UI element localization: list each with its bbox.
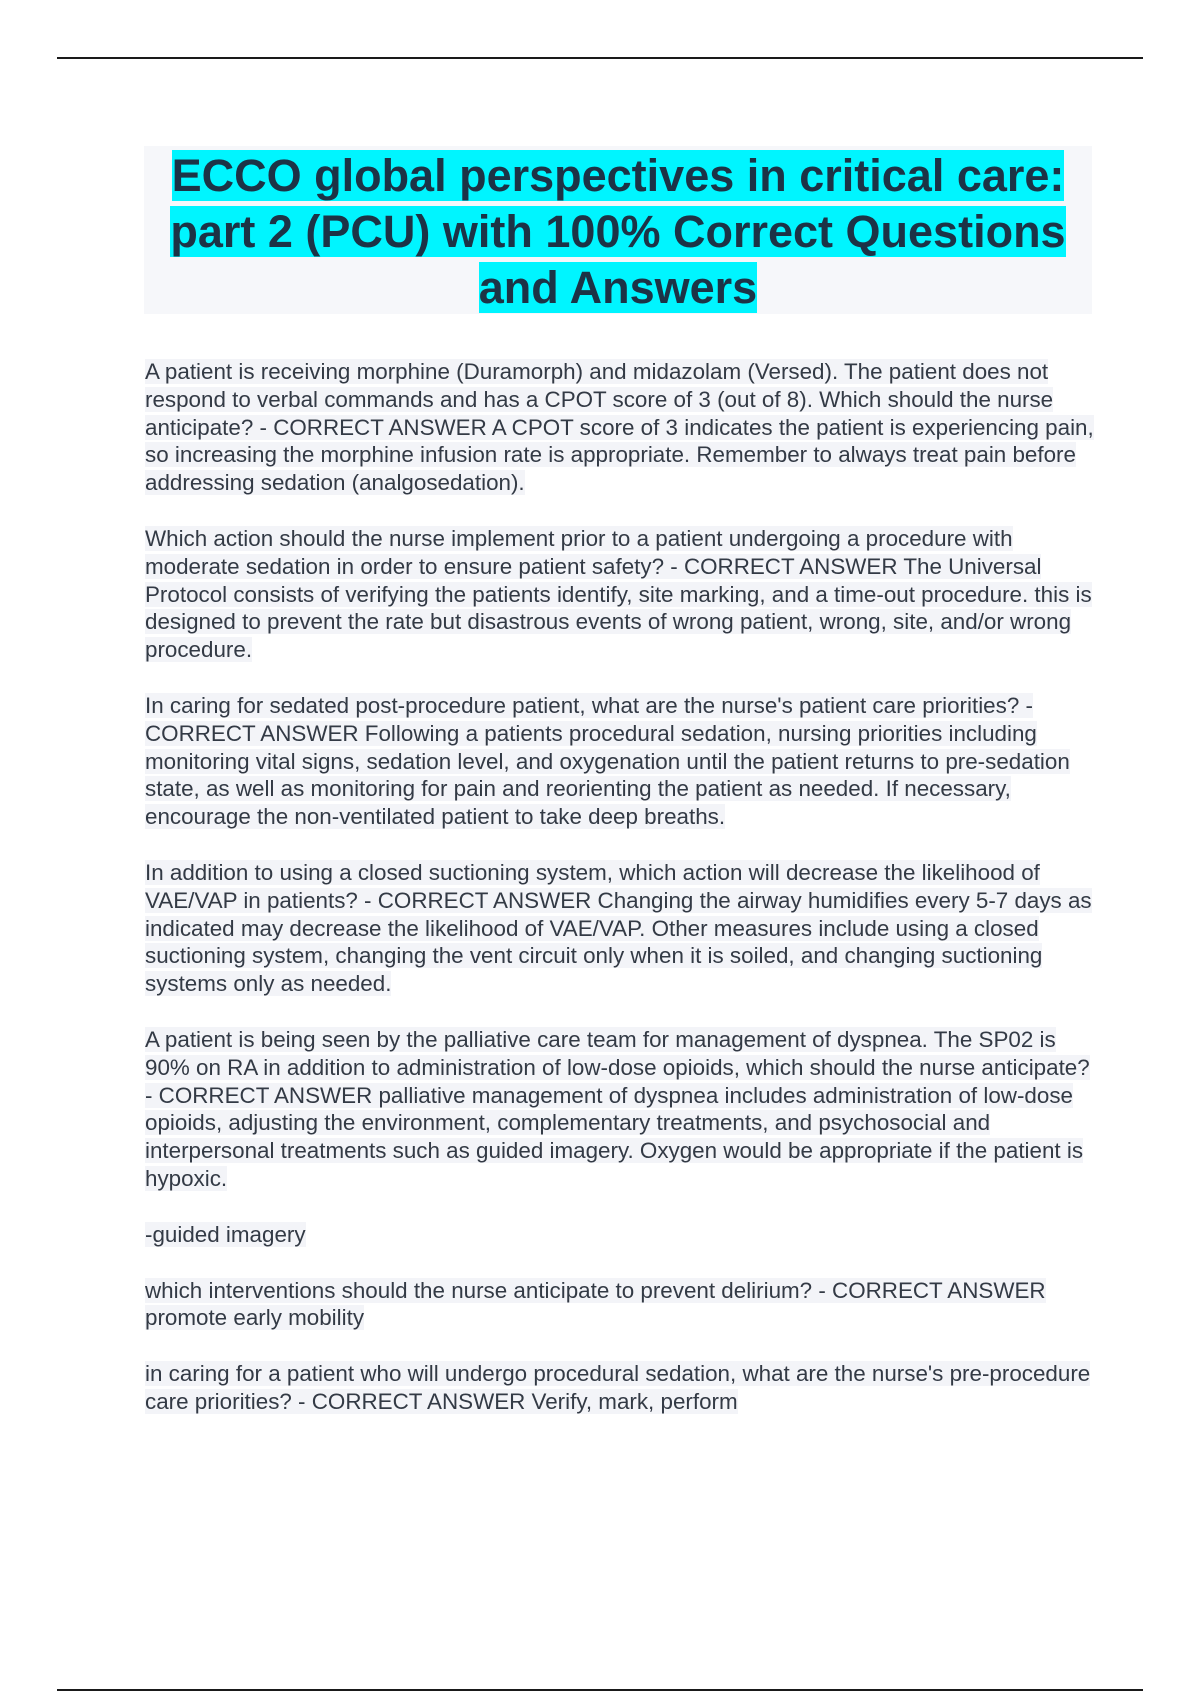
qa-paragraph-7 bbox=[145, 1277, 1095, 1333]
document-title bbox=[144, 146, 1092, 316]
document-title-text: ECCO global perspectives in critical care: part 2 (PCU) with 100% Correct Questions and Answers bbox=[170, 150, 1066, 313]
qa-paragraph-2 bbox=[145, 525, 1095, 664]
qa-paragraph-2-text: Which action should the nurse implement prior to a patient undergoing a procedure with moderate sedation in order to ensure patient safety? - CORRECT ANSWER The Universal Protocol consists of verifying the patients identify, site marking, and a time-out procedure. this is designed to prevent the rate but disastrous events of wrong patient, wrong, site, and/or wrong procedure. bbox=[145, 525, 1092, 663]
qa-paragraph-8-text: in caring for a patient who will undergo procedural sedation, what are the nurse's pre-procedure care priorities? - CORRECT ANSWER Verify, mark, perform bbox=[145, 1361, 1091, 1414]
title-box bbox=[144, 146, 1092, 314]
header-rule bbox=[57, 57, 1143, 59]
qa-paragraph-3 bbox=[145, 692, 1095, 831]
qa-paragraph-3-text: In caring for sedated post-procedure patient, what are the nurse's patient care priorities? - CORRECT ANSWER Following a patients procedural sedation, nursing priorities including monitoring vital signs, sedation level, and oxygenation until the patient returns to pre-sedation state, as well as monitoring for pain and reorienting the patient as needed. If necessary, encourage the non-ventilated patient to take deep breaths. bbox=[145, 692, 1070, 830]
qa-paragraph-1-text: A patient is receiving morphine (Duramorph) and midazolam (Versed). The patient does not respond to verbal commands and has a CPOT score of 3 (out of 8). Which should the nurse anticipate? - CORRECT ANSWER A CPOT score of 3 indicates the patient is experiencing pain, so increasing the morphine infusion rate is appropriate. Remember to always treat pain before addressing sedation (analgosedation). bbox=[145, 359, 1094, 496]
qa-paragraph-7-text: which interventions should the nurse anticipate to prevent delirium? - CORRECT ANSWER promote early mobility bbox=[145, 1277, 1046, 1331]
qa-paragraph-8 bbox=[145, 1360, 1095, 1416]
qa-paragraph-1 bbox=[145, 358, 1095, 497]
document-body bbox=[145, 358, 1095, 1444]
qa-paragraph-6 bbox=[145, 1221, 1095, 1249]
qa-paragraph-5 bbox=[145, 1026, 1095, 1193]
qa-paragraph-4 bbox=[145, 859, 1095, 998]
qa-paragraph-6-text: -guided imagery bbox=[145, 1221, 306, 1247]
footer-rule bbox=[57, 1689, 1143, 1691]
qa-paragraph-5-text: A patient is being seen by the palliative care team for management of dyspnea. The SP02 is 90% on RA in addition to administration of low-dose opioids, which should the nurse anticipate? - CORRECT ANSWER palliative management of dyspnea includes administration of low-dose opioids, adjusting the environment, complementary treatments, and psychosocial and interpersonal treatments such as guided imagery. Oxygen would be appropriate if the patient is hypoxic. bbox=[145, 1026, 1090, 1191]
qa-paragraph-4-text: In addition to using a closed suctioning system, which action will decrease the likelihood of VAE/VAP in patients? - CORRECT ANSWER Changing the airway humidifies every 5-7 days as indicated may decrease the likelihood of VAE/VAP. Other measures include using a closed suctioning system, changing the vent circuit only when it is soiled, and changing suctioning systems only as needed. bbox=[145, 859, 1092, 997]
